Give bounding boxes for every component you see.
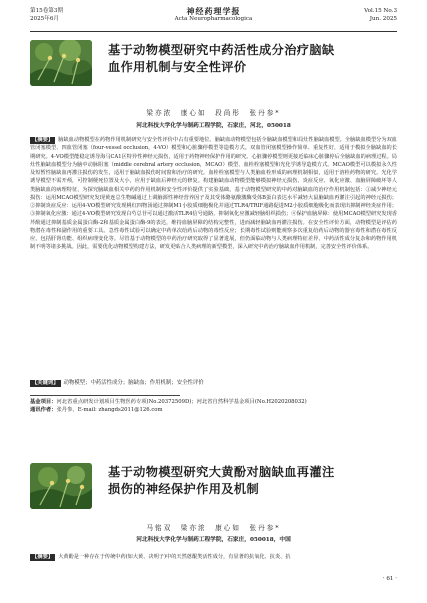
article2-thumbnail-image: [30, 463, 92, 509]
header-rule: [30, 31, 397, 32]
article2-title-line1: 基于动物模型研究大黄酚对脑缺血再灌注: [108, 465, 335, 479]
journal-name-cn: 神经药理学报: [186, 6, 241, 16]
article1-keywords-text: 动物模型；中药活性成分；脑缺血；作用机制；安全性评价: [63, 380, 204, 386]
article2-abstract-text: 大黄酚是一种存在于传统中药(如大黄、决明子)中的天然蒽醌类活性成分，有显著的抗氧化、抗炎、抗: [58, 554, 291, 560]
issue-info-en: [364, 8, 397, 23]
article1-keywords: [30, 378, 397, 387]
date-en: Jun. 2025: [369, 15, 397, 22]
correspondence-label: 通讯作者：: [30, 407, 57, 413]
funding-text: 河北省重点研发计划项目生物医药专项(No.20372509D)；河北省自然科学基金项目(No.H2020208032): [56, 399, 307, 405]
page-number: · 61 ·: [382, 576, 397, 582]
article1-abstract: [30, 136, 397, 252]
article1-title-line2: 血作用机制与安全性评价: [108, 59, 247, 74]
volume-en: Vol.15 No.3: [364, 8, 397, 14]
article1-abstract-text: 脑缺血动物模型在药物作用机制研究与安全性评价中占有重要地位。脑缺血动物模型包括全脑缺血模型和局灶性脑缺血模型。全脑缺血模型分为双血管闭塞模型、四血管闭塞（four-vessel occlusion，4-VO）模型和心脏骤停模型等造模方式。双血管闭塞模型操作简单、重复性好，适用于模拟全脑缺血的长期研究。4-VO模型能稳定诱导海马CA1区特异性神经元损伤，适用于药物神经保护作用的研究。心脏骤停模型则更接近临床心脏骤停后全脑缺血的病理过程。局灶性脑缺血模型分为脑中动脉阻塞（middle cerebral artery occlusion，MCAO）模型、血栓栓塞模型和光化学诱导造模方式。MCAO模型可以模拟永久性及短暂性脑缺血再灌注损伤的发生，适用于脑缺血损伤时间窗和治疗的研究。血栓栓塞模型与人类脑血栓形成的病理机制相似，适用于溶栓药物的研究。光化学诱导模型不需开颅，可控制梗死位置及大小，应用于缺血后神经元的修复。构建脑缺血动物模型能够模拟神经元损伤、炎症反应、氧化应激、血脑屏障破坏等人类脑缺血的病理特征，为探究脑缺血相关中药的作用机制和安全性评价提供了实验基础。基于动物模型研究的中药对脑缺血的治疗作用机制包括：①减少神经元损伤：运用MCAO模型研究发现黄连总生物碱通过上调脑源性神经营养因子及其受体酪氨酸激酶受体B蛋白表达水平减轻大鼠脑缺血再灌注引起的神经元损伤；②抑制炎症反应：运用4-VO模型研究发现桃红四物汤通过抑制M1小胶质细胞极化并通过TLR4/TRIF通路促进M2小胶质细胞极化而表现出抑制神经炎症作用；③抑制氧化应激：通过4-VO模型研究发现白芍总苷可以通过激活TLR4信号通路，抑制氧化应激减轻脑组织损伤；④保护血脑屏障：使用MCAO模型研究发现香芹酚通过抑制基质金属蛋白酶-2和基质金属蛋白酶-9的表达，维持血脑屏障的结构完整性，进而减轻脑缺血再灌注损伤。在安全性评价方面，动物模型是评估药物潜在毒性和副作用的重要工具。急性毒性试验可以确定中药单次给药后动物的毒性反应；长期毒性试验则能观察多次重复给药后动物的器官毒性和潜在毒性反应，包括肝肾功能、组织病理变化等。尽管基于动物模型的中药治疗研究取得了显著进展，但仍面临动物与人类病理特征差异、中药活性成分复杂和药物作用机制不明等诸多挑战。因此，需要优化动物模型构建方法，研发更贴合人类病理的新型模型，深入研究中药治疗脑缺血作用机制，完善安全性评价体系。: [30, 137, 397, 251]
correspondence-note: [30, 406, 397, 414]
article1-affiliation: 河北科技大学化学与制药工程学院，石家庄，河北，050018: [136, 123, 291, 129]
abstract-tag: 【摘要】: [32, 137, 54, 143]
article1-authors: 梁亦浓 康心如 段尚彤 张丹参*: [146, 109, 281, 117]
article2-title-line2: 损伤的神经保护作用及机制: [108, 481, 260, 496]
keywords-tag: 【关键词】: [32, 380, 59, 386]
issue-date: 2025年6月: [30, 15, 59, 22]
article2-abstract: [30, 553, 397, 561]
article-thumbnail-image: [30, 40, 92, 86]
article1-title-line1: 基于动物模型研究中药活性成分治疗脑缺: [108, 43, 335, 57]
article2-affiliation: 河北科技大学化学与制药工程学院，石家庄，050018，中国: [136, 537, 291, 543]
article2-title: [108, 464, 335, 497]
issue-volume: 第15卷第3期: [30, 8, 64, 14]
funding-label: 基金项目：: [30, 399, 57, 405]
article1-footnotes: [30, 398, 397, 414]
journal-name-en: Acta Neuropharmacologica: [174, 16, 253, 22]
article2-authors: 马铭双 梁亦浓 康心如 张丹参*: [146, 524, 281, 532]
abstract-tag: 【摘要】: [32, 554, 54, 560]
funding-note: [30, 398, 397, 406]
correspondence-text: 张丹参，E-mail: zhangds2011@126.com: [56, 407, 163, 413]
footnote-rule: [30, 395, 180, 396]
article1-title: [108, 42, 335, 75]
running-header: [30, 8, 397, 32]
journal-name: [30, 7, 397, 24]
